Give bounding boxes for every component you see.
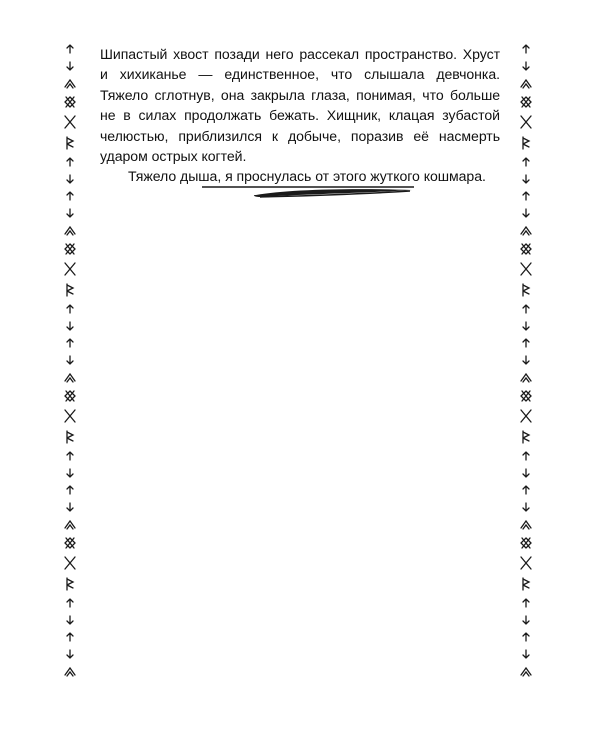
arrow-down-rune-icon: [523, 503, 529, 511]
cross-rune-icon: [65, 557, 75, 569]
arrow-up-rune-icon: [523, 158, 529, 166]
story-paragraph-2: Тяжело дыша, я проснулась от этого жуткого кошмара.: [128, 168, 486, 185]
arrow-up-rune-icon: [523, 633, 529, 641]
diamond-rune-icon: [65, 538, 75, 548]
arrow-up-rune-icon: [67, 305, 73, 313]
cross-rune-icon: [521, 263, 531, 275]
arrow-up-rune-icon: [67, 158, 73, 166]
chevron-rune-icon: [65, 80, 75, 88]
chevron-rune-icon: [521, 80, 531, 88]
arrow-down-rune-icon: [67, 469, 73, 477]
chevron-rune-icon: [521, 521, 531, 529]
chevron-rune-icon: [65, 374, 75, 382]
arrow-down-rune-icon: [67, 209, 73, 217]
chevron-rune-icon: [521, 374, 531, 382]
arrow-up-rune-icon: [523, 192, 529, 200]
arrow-down-rune-icon: [523, 175, 529, 183]
bind-rune-rune-icon: [67, 284, 73, 296]
cross-rune-icon: [65, 116, 75, 128]
arrow-up-rune-icon: [67, 339, 73, 347]
arrow-down-rune-icon: [523, 616, 529, 624]
bind-rune-rune-icon: [523, 284, 529, 296]
right-rune-border: [518, 44, 534, 694]
bind-rune-rune-icon: [67, 431, 73, 443]
chevron-rune-icon: [65, 227, 75, 235]
cross-rune-icon: [521, 557, 531, 569]
chevron-rune-icon: [65, 521, 75, 529]
arrow-up-rune-icon: [67, 45, 73, 53]
diamond-rune-icon: [65, 391, 75, 401]
arrow-up-rune-icon: [523, 486, 529, 494]
arrow-down-rune-icon: [523, 322, 529, 330]
rune-ornament-icon: [518, 44, 534, 694]
chevron-rune-icon: [521, 227, 531, 235]
chevron-rune-icon: [65, 668, 75, 676]
arrow-up-rune-icon: [523, 452, 529, 460]
cross-rune-icon: [65, 263, 75, 275]
story-paragraph-1: Шипастый хвост позади него рассекал пространство. Хруст и хихиканье — единственное, что слышала девчонка. Тяжело сглотнув, она закрыла глаза, понимая, что больше не в силах продолжать бежать. Хищник, клацая зубастой челюстью, приблизился к добыче, поразив её насмерть ударом острых когтей.: [100, 46, 500, 165]
cross-rune-icon: [521, 116, 531, 128]
arrow-up-rune-icon: [67, 452, 73, 460]
arrow-up-rune-icon: [523, 45, 529, 53]
arrow-down-rune-icon: [67, 503, 73, 511]
arrow-down-rune-icon: [67, 650, 73, 658]
diamond-rune-icon: [521, 538, 531, 548]
story-text: [100, 44, 500, 187]
cross-rune-icon: [65, 410, 75, 422]
arrow-up-rune-icon: [523, 305, 529, 313]
arrow-down-rune-icon: [67, 175, 73, 183]
arrow-down-rune-icon: [523, 650, 529, 658]
diamond-rune-icon: [521, 97, 531, 107]
arrow-down-rune-icon: [523, 209, 529, 217]
arrow-down-rune-icon: [67, 356, 73, 364]
arrow-down-rune-icon: [67, 616, 73, 624]
arrow-up-rune-icon: [67, 192, 73, 200]
diamond-rune-icon: [65, 244, 75, 254]
diamond-rune-icon: [65, 97, 75, 107]
arrow-up-rune-icon: [67, 486, 73, 494]
diamond-rune-icon: [521, 244, 531, 254]
bind-rune-rune-icon: [67, 578, 73, 590]
bind-rune-rune-icon: [523, 578, 529, 590]
arrow-up-rune-icon: [67, 633, 73, 641]
rune-ornament-icon: [62, 44, 78, 694]
arrow-up-rune-icon: [67, 599, 73, 607]
flourish-divider-icon: [198, 178, 418, 204]
arrow-up-rune-icon: [523, 339, 529, 347]
arrow-down-rune-icon: [67, 322, 73, 330]
left-rune-border: [62, 44, 78, 694]
arrow-down-rune-icon: [67, 62, 73, 70]
arrow-down-rune-icon: [523, 62, 529, 70]
chevron-rune-icon: [521, 668, 531, 676]
cross-rune-icon: [521, 410, 531, 422]
bind-rune-rune-icon: [67, 137, 73, 149]
arrow-down-rune-icon: [523, 469, 529, 477]
arrow-down-rune-icon: [523, 356, 529, 364]
diamond-rune-icon: [521, 391, 531, 401]
bind-rune-rune-icon: [523, 431, 529, 443]
arrow-up-rune-icon: [523, 599, 529, 607]
bind-rune-rune-icon: [523, 137, 529, 149]
